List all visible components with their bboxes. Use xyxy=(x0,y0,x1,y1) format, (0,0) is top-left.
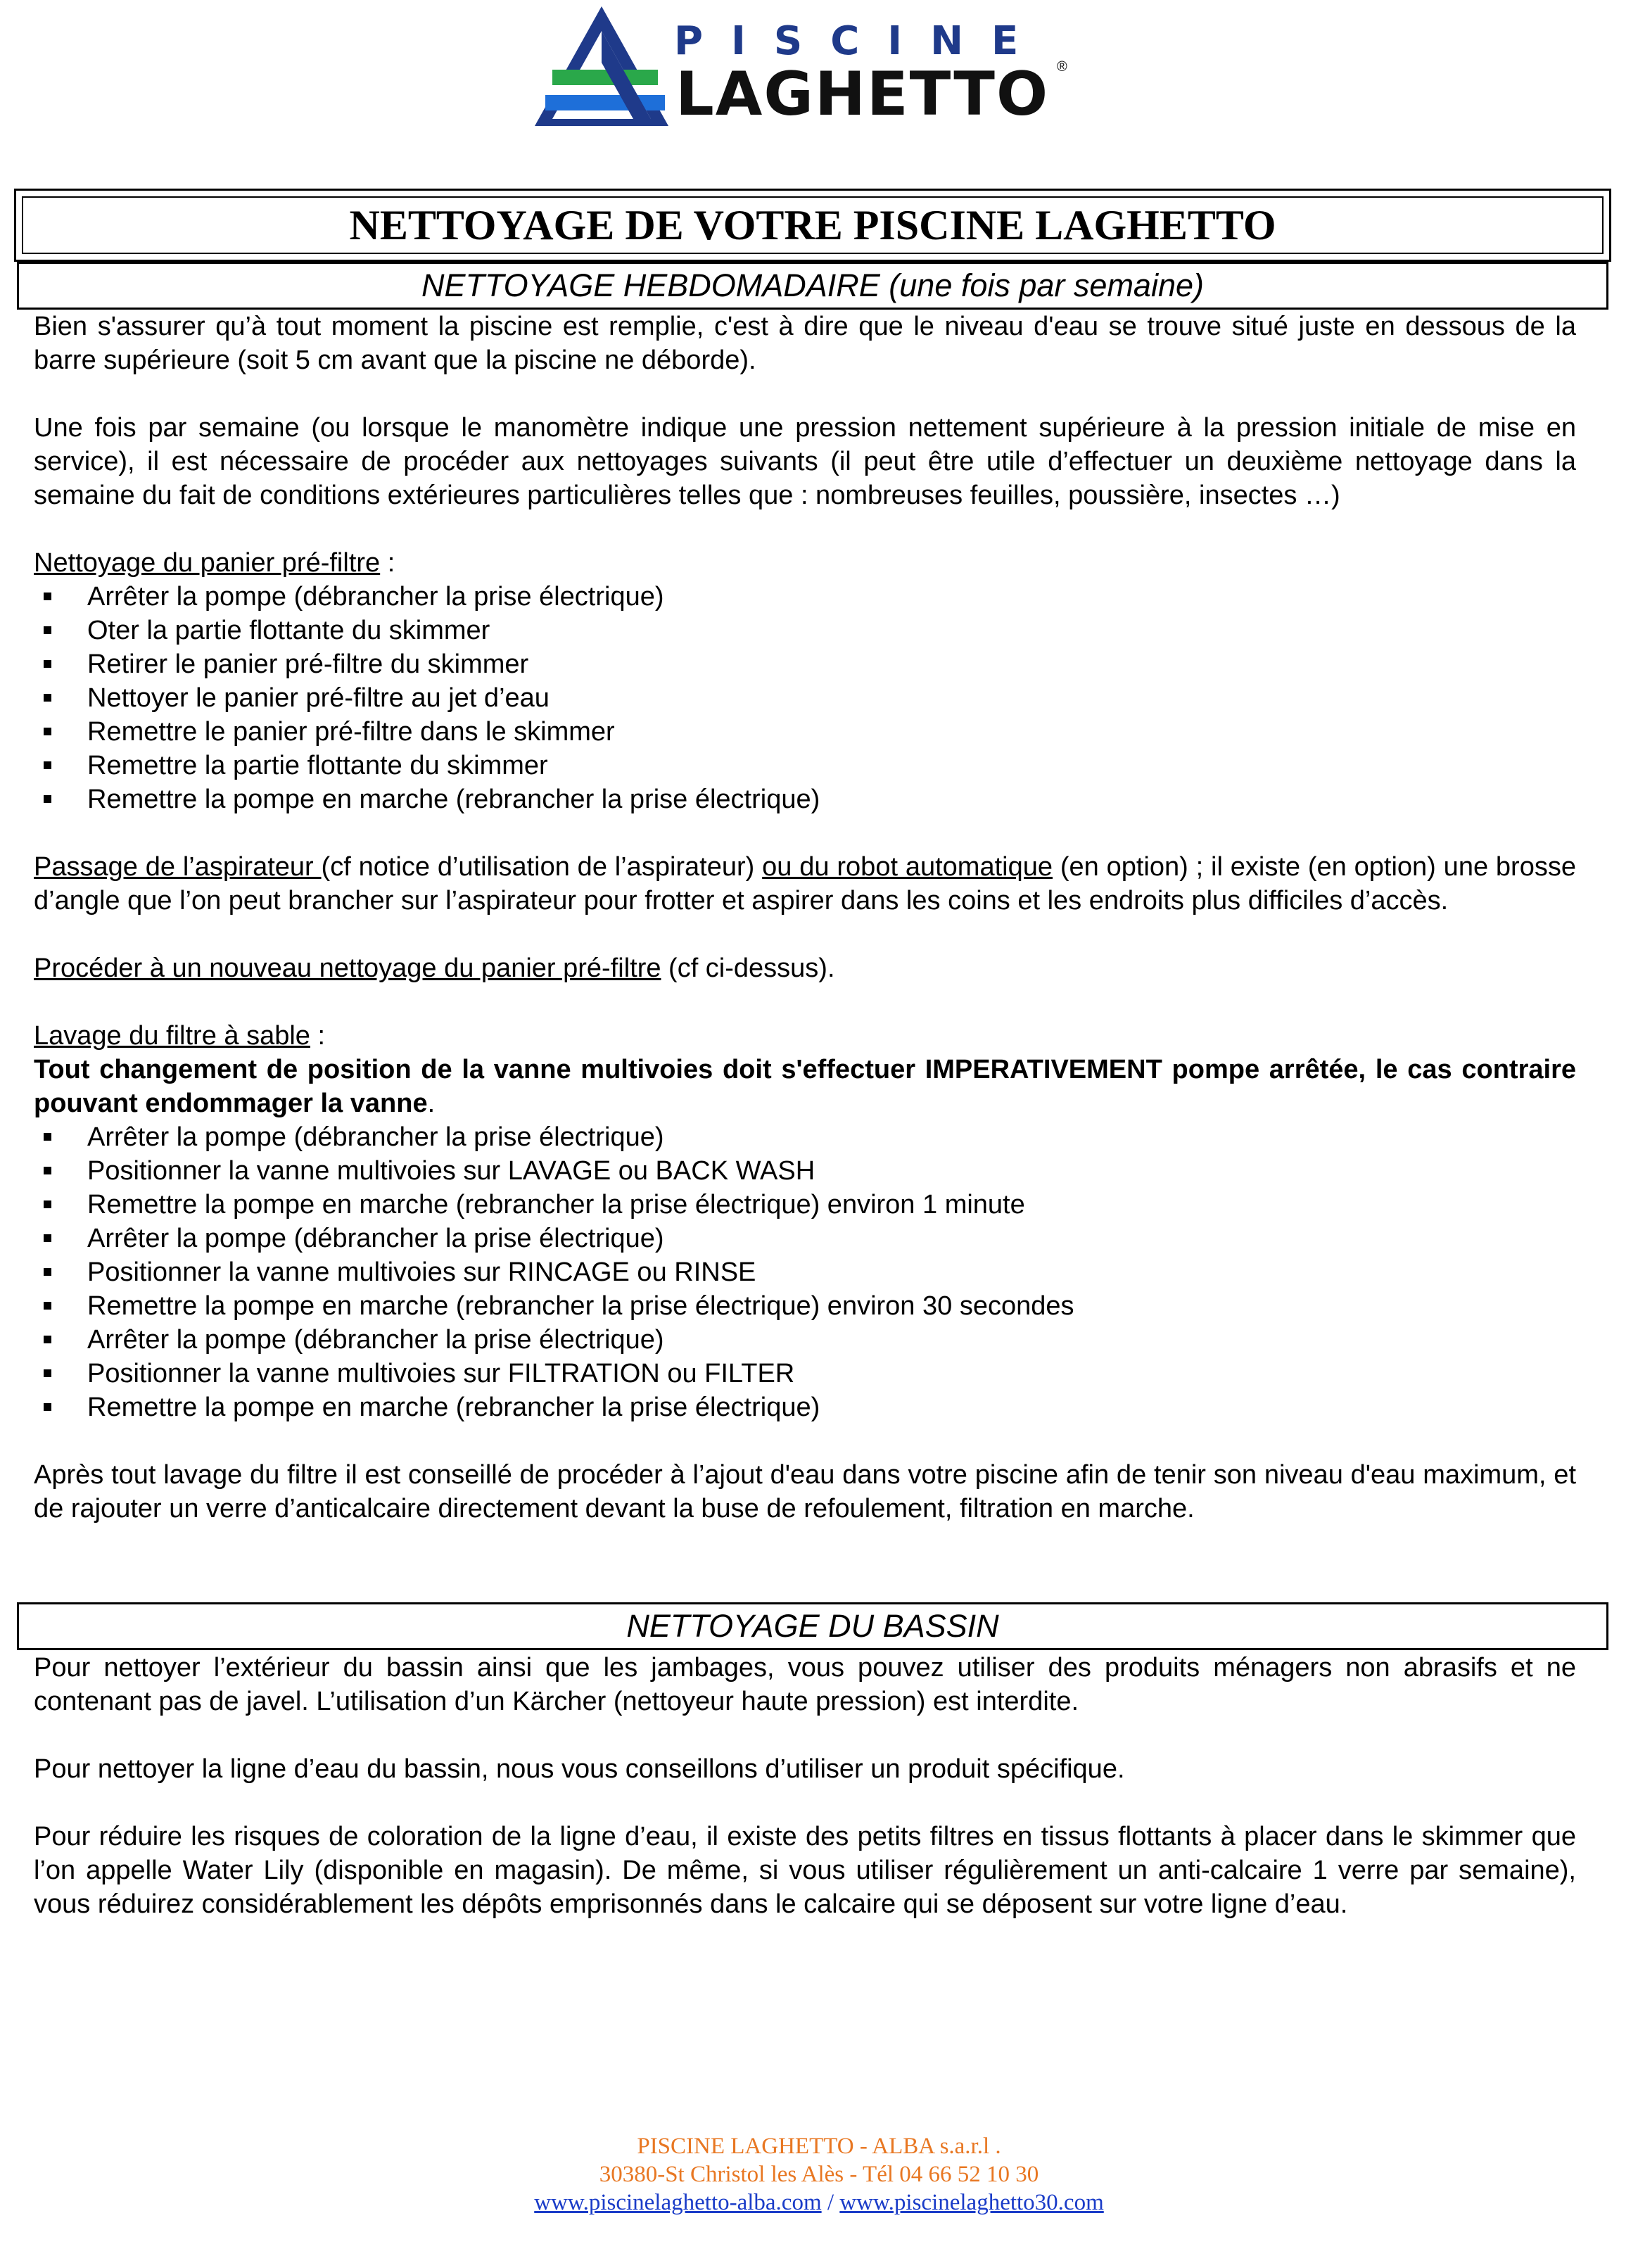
proceder-text: (cf ci-dessus). xyxy=(661,954,835,983)
list-item: Arrêter la pompe (débrancher la prise électrique) xyxy=(34,1120,1576,1154)
list-item: Positionner la vanne multivoies sur RINCAGE ou RINSE xyxy=(34,1255,1576,1289)
footer-link-separator: / xyxy=(821,2190,840,2215)
lavage-steps-list xyxy=(34,1120,1576,1424)
paragraph-proceder xyxy=(34,951,1576,985)
robot-title: ou du robot automatique xyxy=(762,852,1053,882)
lavage-colon: : xyxy=(310,1021,326,1051)
paragraph-ligne-eau: Pour nettoyer la ligne d’eau du bassin, nous vous conseillons d’utiliser un produit spécifique. xyxy=(34,1754,1125,1784)
list-item: Nettoyer le panier pré-filtre au jet d’eau xyxy=(34,681,1576,715)
list-item: Arrêter la pompe (débrancher la prise électrique) xyxy=(34,580,1576,614)
page-title: NETTOYAGE DE VOTRE PISCINE LAGHETTO xyxy=(349,201,1276,248)
list-item: Remettre la pompe en marche (rebrancher la prise électrique) environ 30 secondes xyxy=(34,1289,1576,1323)
list-item: Retirer le panier pré-filtre du skimmer xyxy=(34,647,1576,681)
weekly-cleaning-body xyxy=(34,310,1576,1526)
logo-triangle-icon xyxy=(535,3,675,129)
list-item: Oter la partie flottante du skimmer xyxy=(34,614,1576,647)
warning-paragraph xyxy=(34,1053,1576,1120)
logo-text-laghetto: LAGHETTO xyxy=(675,59,1050,129)
list-item: Arrêter la pompe (débrancher la prise électrique) xyxy=(34,1222,1576,1255)
list-item: Positionner la vanne multivoies sur FILTRATION ou FILTER xyxy=(34,1357,1576,1390)
logo-registered-mark: ® xyxy=(1057,59,1067,75)
section-heading-weekly: NETTOYAGE HEBDOMADAIRE (une fois par semaine) xyxy=(17,262,1608,310)
aspirateur-text: (cf notice d’utilisation de l’aspirateur) xyxy=(321,852,763,882)
panier-title: Nettoyage du panier pré-filtre xyxy=(34,548,381,578)
list-item: Remettre la pompe en marche (rebrancher la prise électrique) xyxy=(34,1390,1576,1424)
lavage-title: Lavage du filtre à sable xyxy=(34,1021,310,1051)
aspirateur-text-end: (en option) ; il existe (en option) une brosse d’angle que l’on peut brancher sur l’aspirateur pour frotter et aspirer dans les coins et les endroits plus difficiles d’accès. xyxy=(34,852,1576,916)
footer-address: 30380-St Christol les Alès - Tél 04 66 52 10 30 xyxy=(599,2162,1039,2187)
website-link-alba[interactable]: www.piscinelaghetto-alba.com xyxy=(534,2190,822,2215)
paragraph-coloration: Pour réduire les risques de coloration de la ligne d’eau, il existe des petits filtres en tissus flottants à placer dans le skimmer que l’on appelle Water Lily (disponible en magasin). De même, si vous utiliser régulièrement un anti-calcaire 1 verre par semaine), vous réduirez considérablement les dépôts emprisonnés dans le calcaire qui se déposent sur votre ligne d’eau. xyxy=(34,1822,1576,1919)
panier-subtitle xyxy=(34,546,1576,580)
paragraph-weekly-intro: Une fois par semaine (ou lorsque le manomètre indique une pression nettement supérieure à la pression initiale de mise en service), il est nécessaire de procéder aux nettoyages suivants (il peut être utile d’effectuer un deuxième nettoyage dans la semaine du fait de conditions extérieures particulières telles que : nombreuses feuilles, poussière, insectes …) xyxy=(34,413,1576,510)
panier-steps-list xyxy=(34,580,1576,816)
title-inner-frame xyxy=(22,196,1604,254)
lavage-subtitle xyxy=(34,1019,1576,1053)
bassin-cleaning-body xyxy=(34,1651,1576,1921)
list-item: Remettre la partie flottante du skimmer xyxy=(34,749,1576,783)
paragraph-aspirateur xyxy=(34,850,1576,918)
logo-text-piscine: PISCINE xyxy=(674,18,1047,64)
list-item: Remettre la pompe en marche (rebrancher la prise électrique) environ 1 minute xyxy=(34,1188,1576,1222)
list-item: Positionner la vanne multivoies sur LAVAGE ou BACK WASH xyxy=(34,1154,1576,1188)
warning-text: Tout changement de position de la vanne multivoies doit s'effectuer IMPERATIVEMENT pompe arrêtée, le cas contraire pouvant endommager la vanne xyxy=(34,1055,1576,1118)
brand-logo xyxy=(535,3,1069,129)
paragraph-exterieur: Pour nettoyer l’extérieur du bassin ainsi que les jambages, vous pouvez utiliser des produits ménagers non abrasifs et ne contenant pas de javel. L’utilisation d’un Kärcher (nettoyeur haute pression) est interdite. xyxy=(34,1653,1576,1716)
aspirateur-title: Passage de l’aspirateur xyxy=(34,852,322,882)
list-item: Arrêter la pompe (débrancher la prise électrique) xyxy=(34,1323,1576,1357)
warning-end: . xyxy=(427,1089,436,1118)
website-link-laghetto30[interactable]: www.piscinelaghetto30.com xyxy=(839,2190,1104,2215)
footer-links xyxy=(0,2188,1638,2217)
proceder-title: Procéder à un nouveau nettoyage du panier pré-filtre xyxy=(34,954,661,983)
section-heading-bassin: NETTOYAGE DU BASSIN xyxy=(17,1602,1608,1650)
paragraph-water-level: Bien s'assurer qu’à tout moment la piscine est remplie, c'est à dire que le niveau d'eau se trouve situé juste en dessous de la barre supérieure (soit 5 cm avant que la piscine ne déborde). xyxy=(34,312,1576,375)
list-item: Remettre le panier pré-filtre dans le skimmer xyxy=(34,715,1576,749)
paragraph-apres-lavage: Après tout lavage du filtre il est conseillé de procéder à l’ajout d'eau dans votre piscine afin de tenir son niveau d'eau maximum, et de rajouter un verre d’anticalcaire directement devant la buse de refoulement, filtration en marche. xyxy=(34,1460,1576,1523)
panier-colon: : xyxy=(380,548,395,578)
page-footer xyxy=(0,2132,1638,2217)
title-frame xyxy=(14,189,1611,262)
list-item: Remettre la pompe en marche (rebrancher la prise électrique) xyxy=(34,783,1576,816)
footer-company: PISCINE LAGHETTO - ALBA s.a.r.l . xyxy=(637,2134,1001,2159)
